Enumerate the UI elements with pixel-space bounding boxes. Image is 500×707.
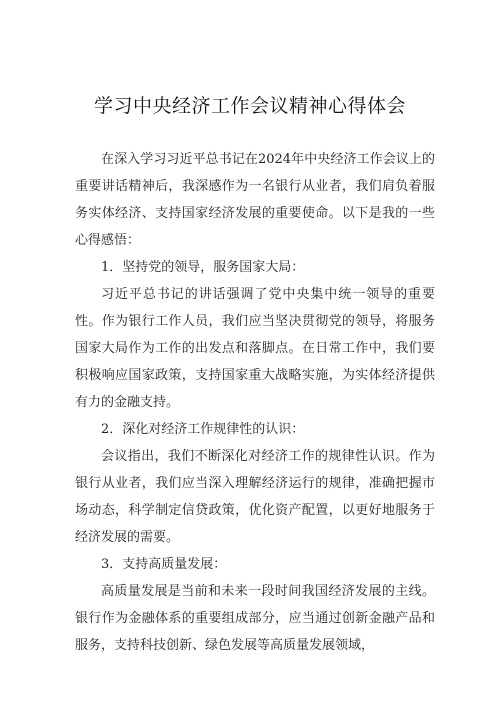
section-heading-1: 1．坚持党的领导，服务国家大局： bbox=[101, 260, 305, 275]
document-body bbox=[75, 146, 435, 659]
document-title: 学习中央经济工作会议精神心得体会 bbox=[93, 95, 406, 117]
paragraph-intro: 在深入学习习近平总书记在2024年中央经济工作会议上的重要讲话精神后，我深感作为一名银行从业者，我们肩负着服务实体经济、支持国家经济发展的重要使命。以下是我的一些心得感悟： bbox=[75, 152, 435, 248]
paragraph-section-1: 习近平总书记的讲话强调了党中央集中统一领导的重要性。作为银行工作人员，我们应当坚决贯彻党的领导，将服务国家大局作为工作的出发点和落脚点。在日常工作中，我们要积极响应国家政策，支持国家重大战略实施，为实体经济提供有力的金融支持。 bbox=[75, 287, 435, 410]
paragraph-section-3: 高质量发展是当前和未来一段时间我国经济发展的主线。银行作为金融体系的重要组成部分，应当通过创新金融产品和服务，支持科技创新、绿色发展等高质量发展领域， bbox=[75, 584, 435, 653]
paragraph-section-2: 会议指出，我们不断深化对经济工作的规律性认识。作为银行从业者，我们应当深入理解经济运行的规律，准确把握市场动态，科学制定信贷政策，优化资产配置，以更好地服务于经济发展的需要。 bbox=[75, 449, 435, 545]
section-heading-3: 3．支持高质量发展： bbox=[101, 557, 227, 572]
section-heading-2: 2．深化对经济工作规律性的认识： bbox=[101, 422, 305, 437]
